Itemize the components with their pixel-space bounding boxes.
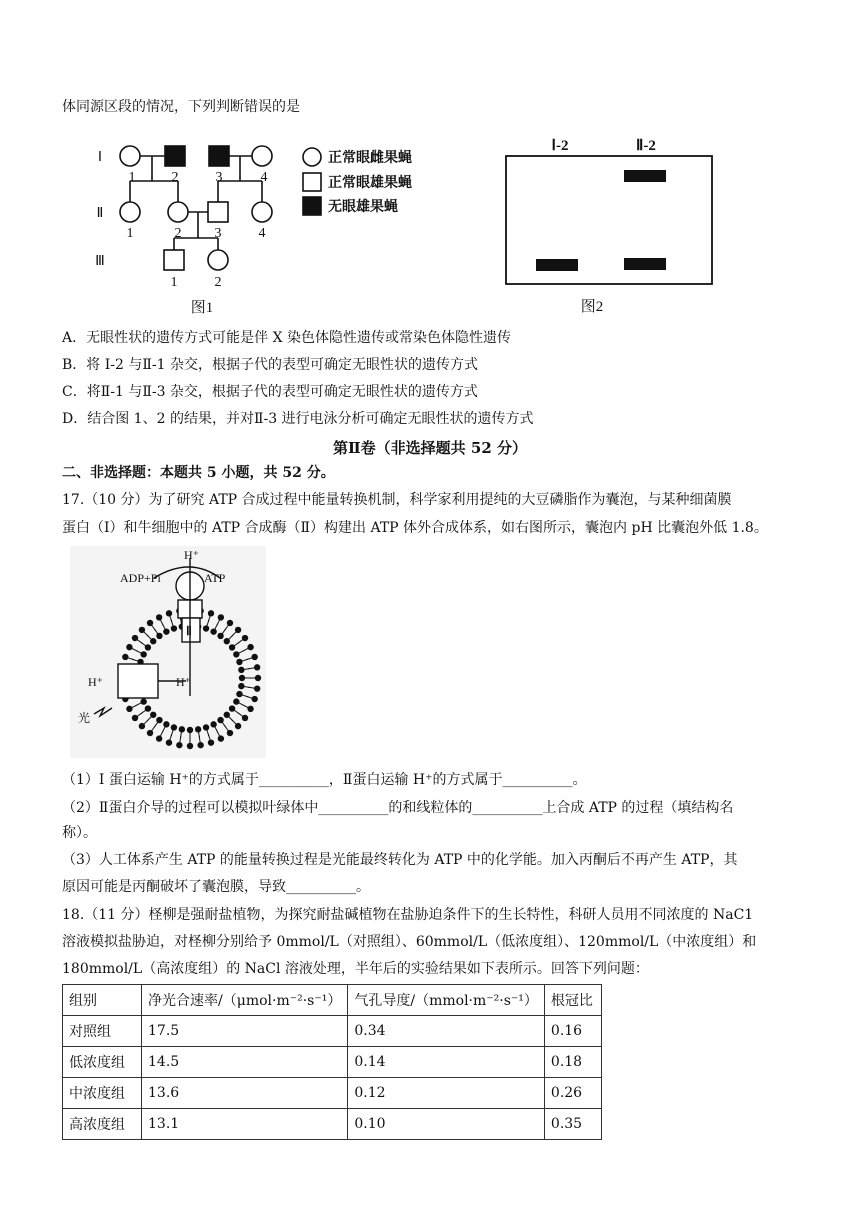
num-II-2: 2 xyxy=(174,226,182,241)
option-b-text: 将 I-2 与Ⅱ-1 杂交，根据子代的表型可确定无眼性状的遗传方式 xyxy=(86,357,478,373)
q17-stem-line2: 蛋白（I）和牛细胞中的 ATP 合成酶（Ⅱ）构建出 ATP 体外合成体系，如右图所示，囊泡内 pH 比囊泡外低 1.8。 xyxy=(62,520,768,536)
pedigree-figure xyxy=(90,136,450,316)
II-4-female-normal xyxy=(252,202,272,222)
option-a-text: 无眼性状的遗传方式可能是伴 X 染色体隐性遗传或常染色体隐性遗传 xyxy=(86,330,511,346)
legend-male-eyeless-symbol xyxy=(303,197,321,215)
section-subtitle: 二、非选择题：本题共 5 小题，共 52 分。 xyxy=(62,465,335,481)
lipid-head xyxy=(251,696,257,702)
lipid-head xyxy=(163,721,169,727)
num-II-1: 1 xyxy=(126,226,134,241)
table-cell: 13.1 xyxy=(142,1109,348,1140)
q17-sub3-line2: 原因可能是丙酮破坏了囊泡膜，导致__________。 xyxy=(62,879,370,895)
band-II-2-upper xyxy=(624,170,666,182)
II-3-male-normal xyxy=(208,202,228,222)
section-title: 第Ⅱ卷（非选择题共 52 分） xyxy=(333,439,527,457)
table-cell: 0.18 xyxy=(544,1047,601,1078)
question-stem-tail: 体同源区段的情况，下列判断错误的是 xyxy=(62,99,300,115)
option-d-letter: D． xyxy=(62,411,88,427)
table-cell: 0.26 xyxy=(544,1078,601,1109)
band-II-2-lower xyxy=(624,258,666,270)
gen-label-I: Ⅰ xyxy=(97,150,103,165)
num-I-2: 2 xyxy=(171,170,179,185)
gen-label-III: Ⅲ xyxy=(95,254,105,269)
adp-pi-label: ADP+Pi xyxy=(120,571,161,585)
table-cell: 0.34 xyxy=(348,1016,545,1047)
q18-stem-line1: 18.（11 分）柽柳是强耐盐植物，为探究耐盐碱植物在盐胁迫条件下的生长特性，科研人员用不同浓度的 NaC1 xyxy=(62,907,754,923)
option-d-text: 结合图 1、2 的结果，并对Ⅱ-3 进行电泳分析可确定无眼性状的遗传方式 xyxy=(87,411,534,427)
figure1-caption: 图1 xyxy=(190,300,214,316)
lipid-head xyxy=(233,651,239,657)
h-plus-left-label: H⁺ xyxy=(88,675,103,689)
q17-sub1: （1）I 蛋白运输 H⁺的方式属于__________，Ⅱ蛋白运输 H⁺的方式属于__________。 xyxy=(62,772,587,788)
II-1-female-normal xyxy=(120,202,140,222)
h-plus-top-label: H⁺ xyxy=(184,548,199,562)
option-c-text: 将Ⅱ-1 与Ⅱ-3 杂交，根据子代的表型可确定无眼性状的遗传方式 xyxy=(86,384,478,400)
lipid-head xyxy=(166,610,172,616)
light-label: 光 xyxy=(78,711,91,725)
atp-label: ATP xyxy=(204,571,226,585)
table-cell: 对照组 xyxy=(63,1016,142,1047)
num-II-4: 4 xyxy=(258,226,266,241)
table-header-cell: 净光合速率/（μmol·m⁻²·s⁻¹） xyxy=(142,985,348,1016)
lipid-head xyxy=(236,659,242,665)
lipid-head xyxy=(122,654,128,660)
III-1-male-normal xyxy=(164,250,184,270)
table-row xyxy=(63,1078,602,1109)
option-c-letter: C． xyxy=(62,384,87,400)
table-cell: 0.14 xyxy=(348,1047,545,1078)
lane-label-II-2: Ⅱ-2 xyxy=(636,138,656,154)
lipid-head xyxy=(208,610,214,616)
table-cell: 0.12 xyxy=(348,1078,545,1109)
q18-results-table xyxy=(62,984,602,1140)
table-cell: 0.16 xyxy=(544,1016,601,1047)
num-III-1: 1 xyxy=(170,275,178,290)
legend-female-normal-label: 正常眼雌果蝇 xyxy=(328,150,412,166)
table-header-row xyxy=(63,985,602,1016)
lipid-head xyxy=(251,654,257,660)
table-cell: 14.5 xyxy=(142,1047,348,1078)
lipid-head xyxy=(236,691,242,697)
band-I-2-lower xyxy=(536,259,578,271)
gen-label-II: Ⅱ xyxy=(96,206,104,221)
protein-I-box xyxy=(118,664,158,698)
lipid-head xyxy=(163,628,169,634)
h-plus-inner-label: H⁺ xyxy=(176,675,191,689)
q18-stem-line3: 180mmol/L（高浓度组）的 NaCl 溶液处理，半年后的实验结果如下表所示。回答下列问题： xyxy=(62,961,649,977)
table-header-cell: 组别 xyxy=(63,985,142,1016)
q17-sub2-line2: 称）。 xyxy=(62,825,97,841)
table-cell: 0.35 xyxy=(544,1109,601,1140)
option-a[interactable] xyxy=(62,328,511,348)
legend-female-normal-symbol xyxy=(303,148,321,166)
lipid-head xyxy=(208,739,214,745)
num-I-3: 3 xyxy=(215,170,223,185)
num-I-4: 4 xyxy=(260,170,268,185)
q17-sub3-line1: （3）人工体系产生 ATP 的能量转换过程是光能最终转化为 ATP 中的化学能。加入丙酮后不再产生 ATP，其 xyxy=(62,852,738,868)
I-3-male-eyeless xyxy=(209,146,229,166)
I-1-female-normal xyxy=(120,146,140,166)
II-2-female-normal xyxy=(168,202,188,222)
table-cell: 0.10 xyxy=(348,1109,545,1140)
num-II-3: 3 xyxy=(214,226,222,241)
option-d[interactable] xyxy=(62,409,534,429)
option-a-letter: A． xyxy=(62,330,87,346)
table-header-cell: 根冠比 xyxy=(544,985,601,1016)
table-cell: 高浓度组 xyxy=(63,1109,142,1140)
table-cell: 低浓度组 xyxy=(63,1047,142,1078)
legend-male-eyeless-label: 无眼雄果蝇 xyxy=(328,199,398,215)
table-row xyxy=(63,1109,602,1140)
legend-male-normal-symbol xyxy=(303,173,321,191)
q17-sub2-line1: （2）Ⅱ蛋白介导的过程可以模拟叶绿体中__________的和线粒体的__________上合成 ATP 的过程（填结构名 xyxy=(62,800,734,816)
table-row xyxy=(63,1016,602,1047)
lipid-head xyxy=(140,651,146,657)
lipid-head xyxy=(166,739,172,745)
legend-male-normal-label: 正常眼雄果蝇 xyxy=(328,175,412,191)
vesicle-diagram xyxy=(70,546,266,758)
num-III-2: 2 xyxy=(214,275,222,290)
table-row xyxy=(63,1047,602,1078)
q17-stem-line1: 17.（10 分）为了研究 ATP 合成过程中能量转换机制，科学家利用提纯的大豆磷脂作为囊泡，与某种细菌膜 xyxy=(62,492,732,508)
num-I-1: 1 xyxy=(128,170,136,185)
table-cell: 17.5 xyxy=(142,1016,348,1047)
option-b[interactable] xyxy=(62,355,478,375)
option-c[interactable] xyxy=(62,382,478,402)
lane-label-I-2: Ⅰ-2 xyxy=(551,138,569,154)
electrophoresis-figure xyxy=(500,134,720,316)
I-4-female-normal xyxy=(252,146,272,166)
q18-stem-line2: 溶液模拟盐胁迫，对柽柳分别给予 0mmol/L（对照组）、60mmol/L（低浓度组）、120mmol/L（中浓度组）和 xyxy=(62,934,757,950)
I-2-male-eyeless xyxy=(165,146,185,166)
protein-II-label: Ⅱ xyxy=(186,624,192,638)
table-cell: 13.6 xyxy=(142,1078,348,1109)
table-cell: 中浓度组 xyxy=(63,1078,142,1109)
option-b-letter: B． xyxy=(62,357,87,373)
table-header-cell: 气孔导度/（mmol·m⁻²·s⁻¹） xyxy=(348,985,545,1016)
III-2-female-normal xyxy=(208,250,228,270)
figure2-caption: 图2 xyxy=(580,299,604,315)
